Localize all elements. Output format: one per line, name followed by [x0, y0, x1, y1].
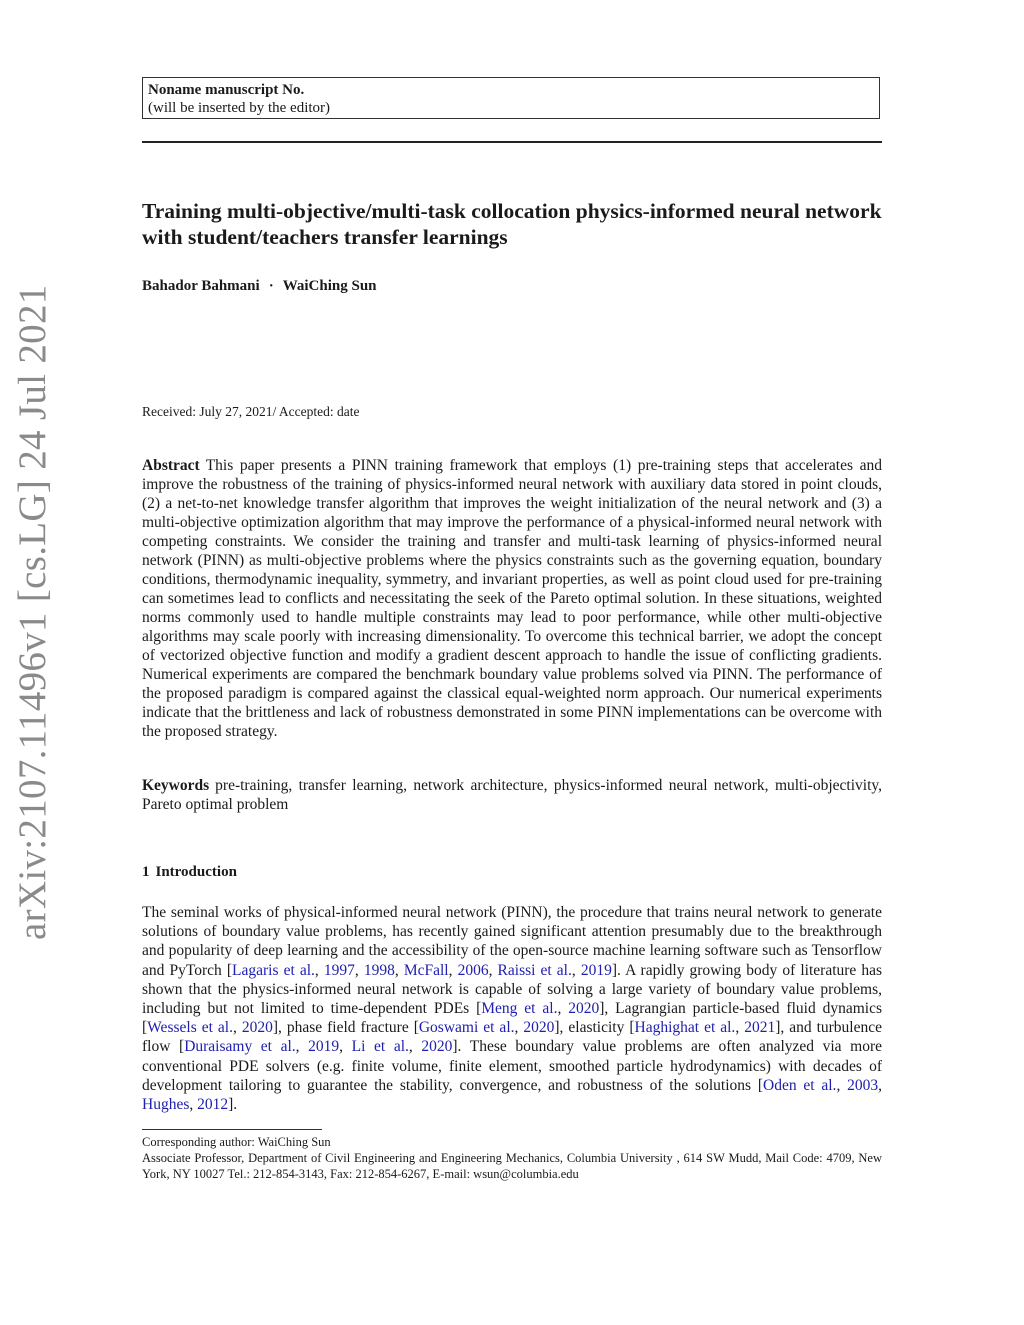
intro-text: ]. — [228, 1096, 238, 1114]
section-title: Introduction — [155, 864, 237, 880]
citation-link[interactable]: 2020 — [241, 1019, 273, 1037]
citation-link[interactable]: 1997 — [323, 961, 355, 979]
keywords-label: Keywords — [142, 777, 210, 794]
manuscript-note: (will be inserted by the editor) — [148, 100, 331, 116]
intro-text: ]. These boundary value problems are often analyzed via more conventional PDE solvers (e.g. finite volume, finite element, smoothed particle hydrodynamics) with decades of development tailoring to guarantee the stability, convergence, and robustness of the solutions [ — [142, 1038, 883, 1094]
citation-link[interactable]: 2021 — [744, 1019, 776, 1037]
intro-text: ]. A rapidly growing body of literature has shown that the physics-informed neural network is capable of solving a large variety of boundary value problems, including but not limited to time-dependent PDEs [ — [142, 961, 883, 1018]
citation-link[interactable]: Li et al. — [351, 1038, 409, 1056]
header-rule — [142, 141, 882, 143]
keywords-text: pre-training, transfer learning, network architecture, physics-informed neural network, multi-objectivity, Pareto optimal problem — [142, 777, 882, 813]
citation-separator: , — [314, 961, 324, 979]
arxiv-identifier: arXiv:2107.11496v1 [cs.LG] 24 Jul 2021 — [11, 284, 54, 940]
citation-link[interactable]: 2020 — [421, 1038, 453, 1056]
citation-link[interactable]: Raissi et al. — [497, 961, 572, 979]
citation-separator: , — [514, 1019, 524, 1037]
citation-link[interactable]: 2020 — [568, 1000, 600, 1018]
footnote-rule — [142, 1129, 322, 1130]
citation-link[interactable]: 2019 — [580, 961, 612, 979]
citation-link[interactable]: Duraisamy et al. — [184, 1038, 296, 1056]
citation-link[interactable]: 2019 — [308, 1038, 340, 1056]
citation-separator: , — [232, 1019, 242, 1037]
intro-text: ], elasticity [ — [554, 1019, 635, 1037]
citation-separator: , — [394, 961, 404, 979]
citation-separator: , — [189, 1096, 198, 1114]
section-heading — [142, 864, 237, 881]
citation-link[interactable]: 2003 — [847, 1076, 879, 1094]
citation-separator: , — [735, 1019, 745, 1037]
citation-link[interactable]: 2006 — [457, 961, 489, 979]
footnote — [142, 1134, 882, 1182]
manuscript-box — [142, 77, 880, 119]
paper-title: Training multi-objective/multi-task collocation physics-informed neural network with student/teachers transfer learnings — [142, 199, 882, 249]
citation-link[interactable]: Wessels et al. — [147, 1019, 233, 1037]
citation-link[interactable]: Oden et al. — [763, 1076, 837, 1094]
intro-text: The seminal works of physical-informed neural network (PINN), the procedure that trains neural network to generate solutions of boundary value problems, has recently gained significant attention presumably due to the breakthrough and popularity of deep learning and the accessibility of the open-source machine learning software such as Tensorflow and PyTorch [ — [142, 904, 882, 979]
abstract-label: Abstract — [142, 457, 200, 474]
intro-text: ], Lagrangian particle-based fluid dynamics [ — [142, 1000, 882, 1037]
abstract-text: This paper presents a PINN training framework that employs (1) pre-training steps that accelerates and improve the robustness of the training of physics-informed neural network with auxiliary data stored in point clouds, (2) a net-to-net knowledge transfer algorithm that improves the weight initialization of the neural network and (3) a multi-objective optimization algorithm that may improve the performance of a physical-informed neural network with competing constraints. We consider the training and transfer and multi-task learning of physics-informed neural network (PINN) as multi-objective problems where the physics constraints such as the governing equation, boundary conditions, thermodynamic inequality, symmetry, and invariant properties, as well as point cloud used for pre-training can sometimes lead to conflicts and necessitating the seek of the Pareto optimal solution. In these situations, weighted norms commonly used to handle multiple constraints may lead to poor performance, while other multi-objective algorithms may scale poorly with increasing dimensionality. To overcome this technical barrier, we adopt the concept of vectorized objective function and modify a gradient descent approach to handle the issue of conflicting gradients. Numerical experiments are compared the benchmark boundary value problems solved via PINN. The performance of the proposed paradigm is compared against the classical equal-weighted norm approach. Our numerical experiments indicate that the brittleness and lack of robustness demonstrated in some PINN implementations can be overcome with the proposed strategy. — [142, 457, 882, 740]
citation-link[interactable]: McFall — [403, 961, 449, 979]
citation-separator: , — [408, 1038, 422, 1056]
author-name: Bahador Bahmani — [142, 278, 260, 294]
received-date: Received: July 27, 2021/ Accepted: date — [142, 404, 360, 419]
intro-text: ], and turbulence flow [ — [142, 1019, 882, 1056]
citation-link[interactable]: 1998 — [363, 961, 395, 979]
manuscript-number: Noname manuscript No. — [148, 82, 305, 98]
citation-link[interactable]: Lagaris et al. — [232, 961, 315, 979]
intro-paragraph — [142, 903, 882, 1114]
corresponding-author: Corresponding author: WaiChing Sun — [142, 1135, 331, 1149]
citation-link[interactable]: Haghighat et al. — [634, 1019, 736, 1037]
citation-separator: , — [557, 1000, 569, 1018]
citation-separator: , — [354, 961, 364, 979]
intro-text: ], phase field fracture [ — [272, 1019, 419, 1037]
citation-link[interactable]: Meng et al. — [481, 1000, 558, 1018]
citation-separator: , — [295, 1038, 309, 1056]
author-name: WaiChing Sun — [282, 278, 377, 294]
citation-link[interactable]: Goswami et al. — [418, 1019, 515, 1037]
author-affiliation: Associate Professor, Department of Civil Engineering and Engineering Mechanics, Columbia University , 614 SW Mudd, Mail Code: 4709, New York, NY 10027 Tel.: 212-854-3143, Fax: 212-854-6267, E-mail: wsun@columbia.edu — [142, 1151, 882, 1181]
citation-link[interactable]: 2012 — [197, 1096, 229, 1114]
citation-separator: , — [339, 1038, 352, 1056]
citation-separator: , — [448, 961, 458, 979]
citation-link[interactable]: 2020 — [523, 1019, 555, 1037]
author-list — [142, 278, 377, 295]
citation-separator: , — [836, 1076, 848, 1094]
abstract — [142, 456, 882, 741]
citation-separator: , — [878, 1076, 882, 1094]
citation-separator: , — [571, 961, 581, 979]
section-number: 1 — [142, 864, 150, 880]
author-separator: · — [268, 278, 274, 294]
keywords — [142, 776, 882, 814]
citation-separator: , — [488, 961, 498, 979]
citation-link[interactable]: Hughes — [142, 1096, 190, 1114]
